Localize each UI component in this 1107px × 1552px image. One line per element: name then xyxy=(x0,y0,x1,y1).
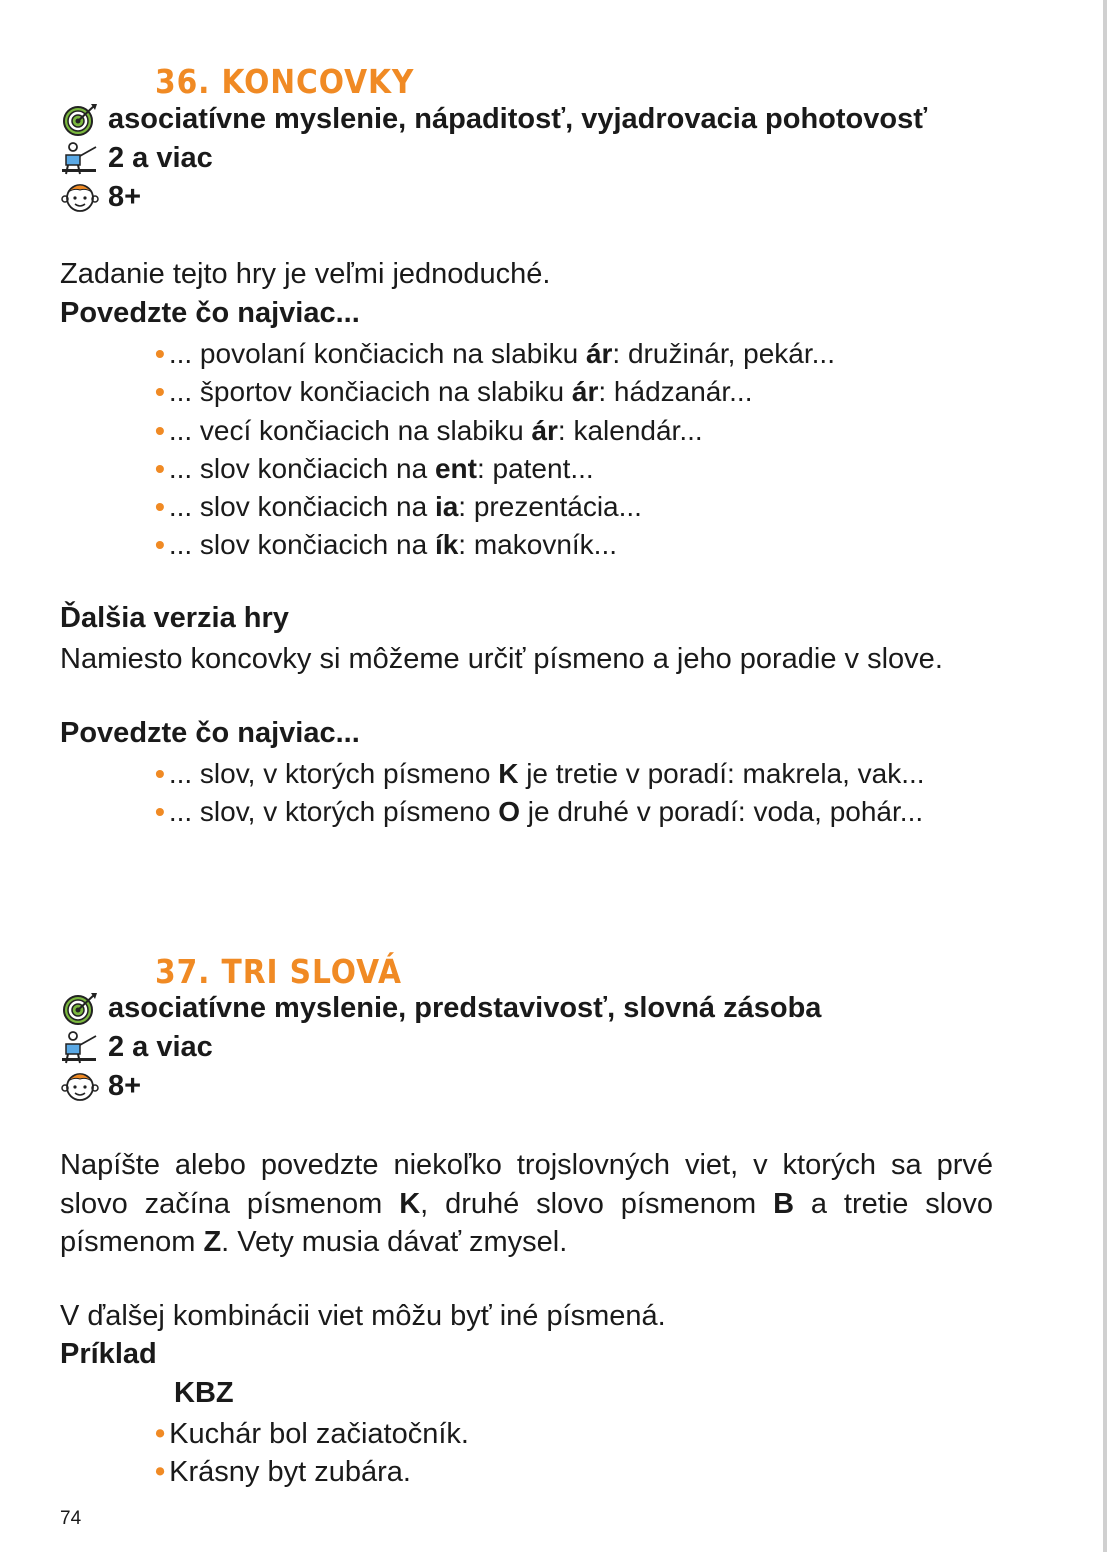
combo-text: V ďalšej kombinácii viet môžu byť iné písmená. xyxy=(60,1300,666,1332)
variant-list xyxy=(155,755,925,832)
game36-prompt: Povedzte čo najviac... xyxy=(60,297,360,329)
game36-players: 2 a viac xyxy=(108,141,213,174)
game36-skills-row xyxy=(60,102,927,136)
list-item: • ... slov, v ktorých písmeno K je tretie v poradí: makrela, vak... xyxy=(155,758,925,789)
child-face-icon xyxy=(60,1069,100,1103)
game37-title: 37. TRI SLOVÁ xyxy=(155,952,402,991)
variant-text: Namiesto koncovky si môžeme určiť písmeno a jeho poradie v slove. xyxy=(60,643,943,675)
teacher-icon xyxy=(60,1030,100,1064)
variant-heading: Ďalšia verzia hry xyxy=(60,602,289,634)
example-heading: Príklad xyxy=(60,1338,157,1370)
game36-age-row xyxy=(60,180,141,214)
list-item: • ... slov končiacich na ík: makovník... xyxy=(155,529,618,561)
game36-intro: Zadanie tejto hry je veľmi jednoduché. xyxy=(60,258,551,290)
page-number: 74 xyxy=(60,1508,82,1529)
game36-age: 8+ xyxy=(108,180,142,213)
child-face-icon xyxy=(60,180,100,214)
teacher-icon xyxy=(60,141,100,175)
game37-age: 8+ xyxy=(108,1069,142,1102)
game37-age-row xyxy=(60,1069,141,1103)
example-code: KBZ xyxy=(174,1377,234,1409)
list-item: • ... športov končiacich na slabiku ár: hádzanár... xyxy=(155,376,753,408)
game36-title: 36. KONCOVKY xyxy=(155,62,415,101)
target-icon xyxy=(60,102,100,136)
list-item: • ... slov končiacich na ent: patent... xyxy=(155,452,594,484)
game36-players-row xyxy=(60,141,213,175)
game36-list xyxy=(155,335,835,565)
variant-prompt: Povedzte čo najviac... xyxy=(60,717,360,749)
list-item: • Krásny byt zubára. xyxy=(155,1456,411,1489)
game37-players-row xyxy=(60,1030,213,1064)
game37-paragraph: Napíšte alebo povedzte niekoľko trojslovných viet, v ktorých sa prvé slovo začína písmenom K, druhé slovo písmenom B a tretie slovo písmenom Z. Vety musia dávať zmysel. xyxy=(60,1149,993,1258)
list-item: • Kuchár bol začiatočník. xyxy=(155,1418,469,1450)
target-icon xyxy=(60,991,100,1025)
game37-players: 2 a viac xyxy=(108,1030,213,1063)
page-edge xyxy=(1103,0,1107,1552)
list-item: • ... slov končiacich na ia: prezentácia... xyxy=(155,491,642,523)
game37-skills-row xyxy=(60,991,821,1025)
game37-skills: asociatívne myslenie, predstavivosť, slovná zásoba xyxy=(108,991,822,1024)
list-item: • ... povolaní končiacich na slabiku ár: družinár, pekár... xyxy=(155,338,835,369)
list-item: • ... slov, v ktorých písmeno O je druhé v poradí: voda, pohár... xyxy=(155,796,924,828)
list-item: • ... vecí končiacich na slabiku ár: kalendár... xyxy=(155,414,703,446)
game36-skills: asociatívne myslenie, nápaditosť, vyjadrovacia pohotovosť xyxy=(108,102,928,135)
example-list xyxy=(155,1415,469,1492)
